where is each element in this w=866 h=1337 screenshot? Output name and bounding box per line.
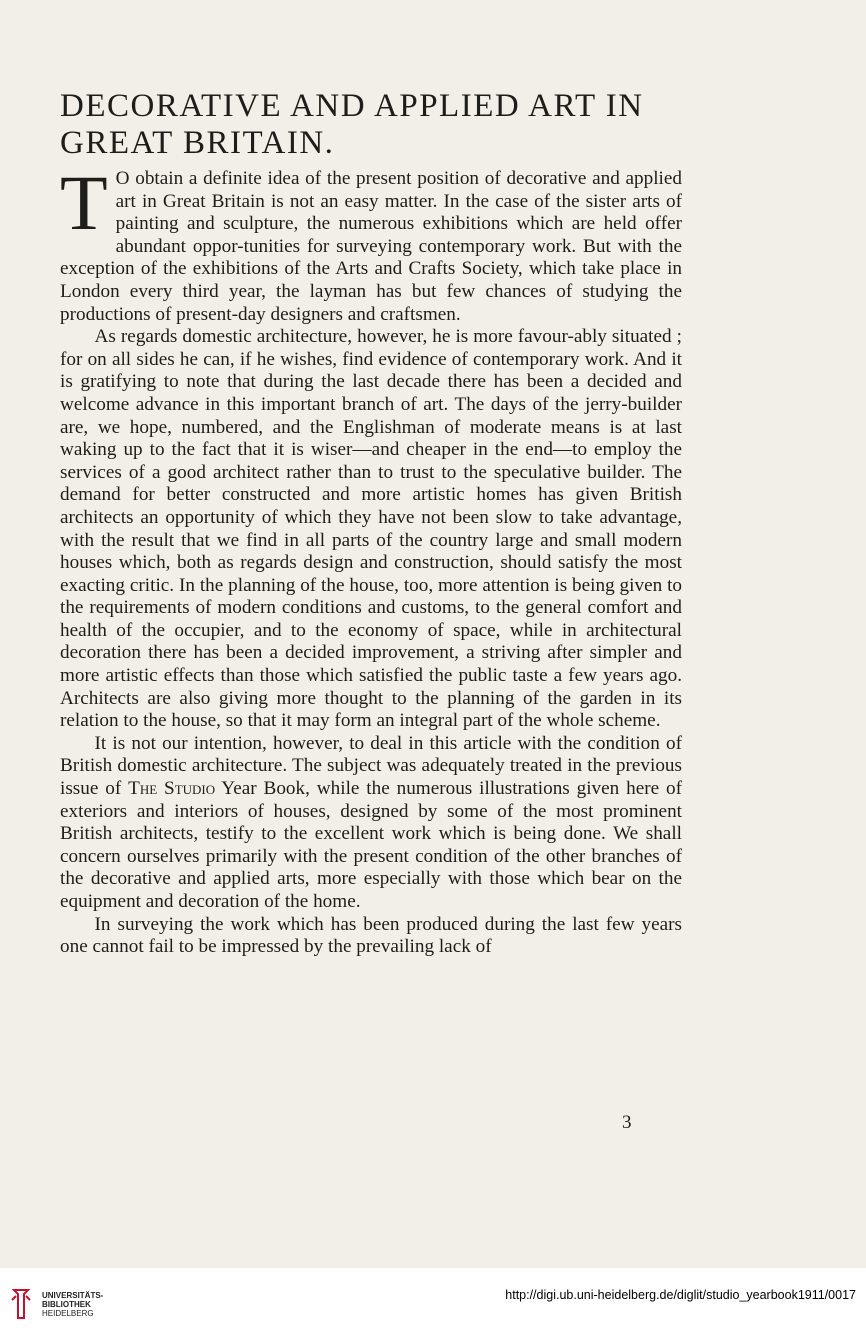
library-name bbox=[42, 1291, 103, 1318]
library-name-line-3: HEIDELBERG bbox=[42, 1309, 94, 1318]
publication-name: The Studio bbox=[128, 778, 216, 800]
library-name-line-2: BIBLIOTHEK bbox=[42, 1300, 91, 1309]
article-body bbox=[60, 159, 683, 959]
paragraph-3-text-a: It is not our intention, however, to deal in this article with the condition of British domestic architecture. The subject was adequately treated in the previous issue of bbox=[60, 732, 682, 800]
paragraph-3 bbox=[60, 733, 682, 914]
paragraph-2: As regards domestic architecture, however, he is more favour-ably situated ; for on all sides he can, if he wishes, find evidence of contemporary work. And it is gratifying to note that during the last decade there has been a decided and welcome advance in this important branch of art. The days of the jerry-builder are, we hope, numbered, and the Englishman of moderate means is at last waking up to the fact that it is wiser—and cheaper in the end—to employ the services of a good architect rather than to trust to the speculative builder. The demand for better constructed and more artistic homes has given British architects an opportunity of which they have not been slow to take advantage, with the result that we find in all parts of the country large and small modern houses which, both as regards design and construction, should satisfy the most exacting critic. In the planning of the house, too, more attention is being given to the requirements of modern conditions and customs, to the general comfort and health of the occupier, and to the economy of space, while in architectural decoration there has been a decided improvement, a striving after simpler and more artistic effects than those which satisfied the public taste a few years ago. Architects are also giving more thought to the planning of the garden in its relation to the house, so that it may form an integral part of the whole scheme. bbox=[60, 326, 682, 732]
article-title: DECORATIVE AND APPLIED ART IN GREAT BRITAIN. bbox=[60, 88, 644, 161]
drop-cap: T bbox=[60, 159, 108, 246]
footer-bar bbox=[0, 1268, 866, 1337]
source-url[interactable]: http://digi.ub.uni-heidelberg.de/diglit/studio_yearbook1911/0017 bbox=[505, 1288, 856, 1302]
page-number: 3 bbox=[622, 1112, 632, 1133]
paragraph-3-text-b: Year Book, while the numerous illustrations given here of exteriors and interiors of houses, designed by some of the most prominent British architects, testify to the excellent work which is being done. We shall concern ourselves primarily with the present condition of the other branches of the decorative and applied arts, more especially with those which bear on the equipment and decoration of the home. bbox=[60, 778, 683, 912]
library-name-line-1: UNIVERSITÄTS- bbox=[42, 1291, 104, 1300]
paragraph-1 bbox=[60, 159, 682, 326]
library-logo-icon bbox=[10, 1286, 32, 1322]
paragraph-1-text: O obtain a definite idea of the present position of decorative and applied art in Great Britain is not an easy matter. In the case of the sister arts of painting and sculpture, the numerous exhibitions which are held offer abundant oppor-tunities for surveying contemporary work. But with the exception of the exhibitions of the Arts and Crafts Society, which take place in London every third year, the layman has but few chances of studying the productions of present-day designers and craftsmen. bbox=[60, 168, 682, 325]
paragraph-4: In surveying the work which has been produced during the last few years one cannot fail to be impressed by the prevailing lack of bbox=[60, 913, 682, 958]
